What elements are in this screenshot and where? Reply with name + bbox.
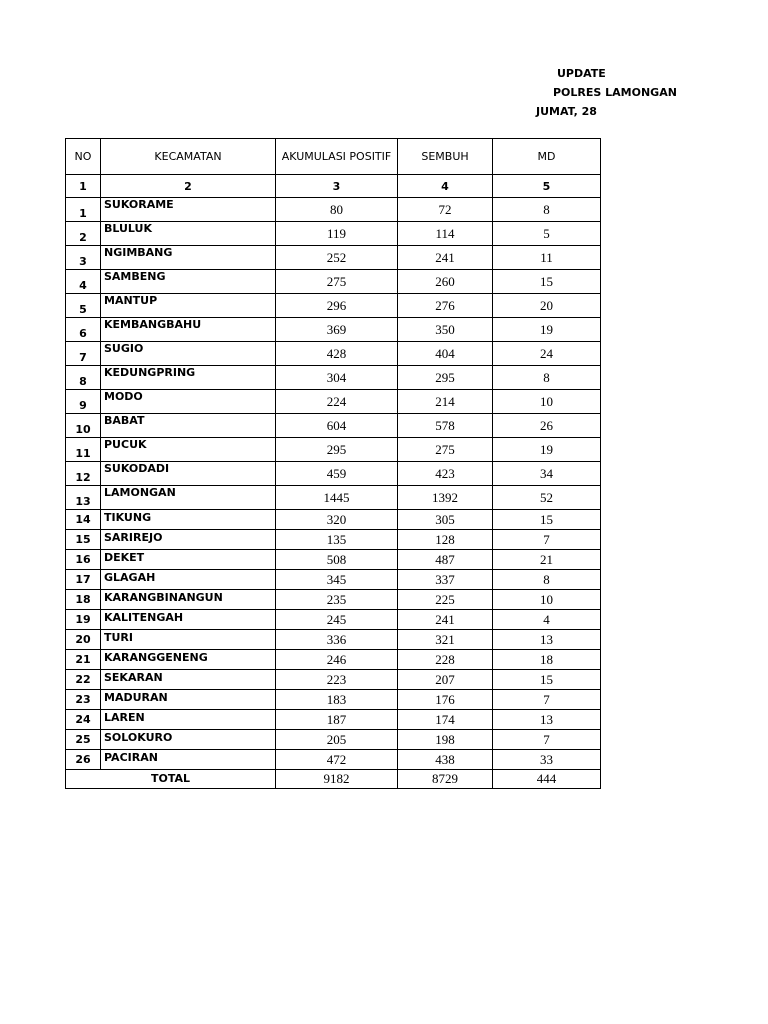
row-sembuh: 228 [398,650,493,670]
row-sembuh: 305 [398,510,493,530]
table-row [66,530,601,550]
row-md: 7 [493,730,601,750]
header-md: MD [493,139,601,175]
row-sembuh: 72 [398,198,493,222]
row-positif: 135 [276,530,398,550]
total-sembuh: 8729 [398,770,493,789]
table-row [66,650,601,670]
row-md: 19 [493,438,601,462]
row-sembuh: 214 [398,390,493,414]
row-md: 10 [493,390,601,414]
row-positif: 459 [276,462,398,486]
row-kecamatan: LAMONGAN [101,486,276,510]
row-sembuh: 225 [398,590,493,610]
row-no: 11 [66,438,101,462]
row-kecamatan: KEDUNGPRING [101,366,276,390]
table-row [66,462,601,486]
row-kecamatan: SOLOKURO [101,730,276,750]
header-no: NO [66,139,101,175]
row-no: 21 [66,650,101,670]
row-md: 34 [493,462,601,486]
row-no: 14 [66,510,101,530]
table-row [66,414,601,438]
row-sembuh: 241 [398,610,493,630]
table-row [66,390,601,414]
table-row [66,730,601,750]
row-no: 15 [66,530,101,550]
row-sembuh: 295 [398,366,493,390]
table-row [66,246,601,270]
row-md: 20 [493,294,601,318]
row-md: 26 [493,414,601,438]
row-md: 5 [493,222,601,246]
row-kecamatan: MODO [101,390,276,414]
row-no: 6 [66,318,101,342]
row-positif: 275 [276,270,398,294]
row-md: 15 [493,270,601,294]
table-row [66,294,601,318]
row-positif: 246 [276,650,398,670]
table-row [66,670,601,690]
row-kecamatan: LAREN [101,710,276,730]
row-kecamatan: GLAGAH [101,570,276,590]
row-sembuh: 321 [398,630,493,650]
row-sembuh: 1392 [398,486,493,510]
table-row [66,690,601,710]
table-row [66,590,601,610]
row-kecamatan: SARIREJO [101,530,276,550]
row-positif: 428 [276,342,398,366]
header-akumulasi-positif: AKUMULASI POSITIF [276,139,398,175]
row-kecamatan: MADURAN [101,690,276,710]
row-kecamatan: SUKORAME [101,198,276,222]
row-positif: 235 [276,590,398,610]
row-no: 5 [66,294,101,318]
row-no: 17 [66,570,101,590]
table-row [66,750,601,770]
row-kecamatan: NGIMBANG [101,246,276,270]
row-positif: 345 [276,570,398,590]
row-kecamatan: MANTUP [101,294,276,318]
row-positif: 183 [276,690,398,710]
row-no: 2 [66,222,101,246]
total-row [66,770,601,789]
column-index: 3 [276,175,398,198]
row-kecamatan: BABAT [101,414,276,438]
row-sembuh: 337 [398,570,493,590]
row-no: 26 [66,750,101,770]
table-row [66,630,601,650]
row-kecamatan: KALITENGAH [101,610,276,630]
total-label: TOTAL [66,770,276,789]
table-row [66,438,601,462]
row-md: 13 [493,630,601,650]
row-no: 19 [66,610,101,630]
row-positif: 119 [276,222,398,246]
row-no: 22 [66,670,101,690]
row-no: 16 [66,550,101,570]
row-sembuh: 578 [398,414,493,438]
row-md: 18 [493,650,601,670]
row-sembuh: 438 [398,750,493,770]
table-row [66,270,601,294]
table-header-row [66,139,601,175]
row-no: 24 [66,710,101,730]
table-row [66,198,601,222]
row-no: 20 [66,630,101,650]
row-positif: 223 [276,670,398,690]
row-no: 23 [66,690,101,710]
row-no: 12 [66,462,101,486]
row-sembuh: 350 [398,318,493,342]
row-no: 8 [66,366,101,390]
row-kecamatan: SUKODADI [101,462,276,486]
row-positif: 296 [276,294,398,318]
row-kecamatan: SEKARAN [101,670,276,690]
row-sembuh: 276 [398,294,493,318]
row-md: 7 [493,530,601,550]
row-kecamatan: SUGIO [101,342,276,366]
row-sembuh: 174 [398,710,493,730]
total-md: 444 [493,770,601,789]
row-sembuh: 241 [398,246,493,270]
table-row [66,342,601,366]
table-row [66,570,601,590]
row-kecamatan: KEMBANGBAHU [101,318,276,342]
row-positif: 224 [276,390,398,414]
report-header [500,64,677,121]
column-index: 5 [493,175,601,198]
row-kecamatan: TIKUNG [101,510,276,530]
total-positif: 9182 [276,770,398,789]
row-positif: 252 [276,246,398,270]
row-sembuh: 128 [398,530,493,550]
row-sembuh: 487 [398,550,493,570]
row-no: 18 [66,590,101,610]
row-no: 10 [66,414,101,438]
row-no: 3 [66,246,101,270]
table-row [66,550,601,570]
row-no: 7 [66,342,101,366]
row-sembuh: 114 [398,222,493,246]
table-row [66,710,601,730]
row-positif: 320 [276,510,398,530]
row-sembuh: 207 [398,670,493,690]
table-body [66,198,601,770]
row-positif: 245 [276,610,398,630]
header-kecamatan: KECAMATAN [101,139,276,175]
table-row [66,486,601,510]
row-kecamatan: PUCUK [101,438,276,462]
row-kecamatan: TURI [101,630,276,650]
row-sembuh: 275 [398,438,493,462]
row-sembuh: 176 [398,690,493,710]
row-positif: 1445 [276,486,398,510]
row-md: 8 [493,366,601,390]
row-positif: 604 [276,414,398,438]
row-md: 8 [493,570,601,590]
column-index: 4 [398,175,493,198]
row-md: 8 [493,198,601,222]
row-no: 13 [66,486,101,510]
row-md: 4 [493,610,601,630]
row-positif: 336 [276,630,398,650]
row-md: 21 [493,550,601,570]
row-md: 24 [493,342,601,366]
row-kecamatan: KARANGGENENG [101,650,276,670]
row-kecamatan: BLULUK [101,222,276,246]
row-positif: 508 [276,550,398,570]
row-positif: 205 [276,730,398,750]
row-md: 11 [493,246,601,270]
row-kecamatan: KARANGBINANGUN [101,590,276,610]
row-positif: 295 [276,438,398,462]
column-index: 1 [66,175,101,198]
column-index-row [66,175,601,198]
row-no: 25 [66,730,101,750]
table-row [66,318,601,342]
row-positif: 472 [276,750,398,770]
row-positif: 187 [276,710,398,730]
row-md: 7 [493,690,601,710]
row-no: 9 [66,390,101,414]
row-no: 1 [66,198,101,222]
table-row [66,222,601,246]
row-no: 4 [66,270,101,294]
row-md: 15 [493,670,601,690]
row-positif: 369 [276,318,398,342]
row-md: 19 [493,318,601,342]
row-sembuh: 260 [398,270,493,294]
row-positif: 80 [276,198,398,222]
row-sembuh: 404 [398,342,493,366]
covid-recap-table [65,138,601,789]
report-title: UPDATE [557,67,606,80]
row-md: 15 [493,510,601,530]
row-sembuh: 423 [398,462,493,486]
header-sembuh: SEMBUH [398,139,493,175]
column-index: 2 [101,175,276,198]
row-md: 33 [493,750,601,770]
row-md: 13 [493,710,601,730]
report-date: JUMAT, 28 [536,105,597,118]
row-kecamatan: DEKET [101,550,276,570]
row-sembuh: 198 [398,730,493,750]
report-subtitle: POLRES LAMONGAN [553,86,677,99]
row-md: 10 [493,590,601,610]
row-positif: 304 [276,366,398,390]
row-kecamatan: PACIRAN [101,750,276,770]
table-row [66,610,601,630]
row-kecamatan: SAMBENG [101,270,276,294]
table-row [66,366,601,390]
table-row [66,510,601,530]
row-md: 52 [493,486,601,510]
